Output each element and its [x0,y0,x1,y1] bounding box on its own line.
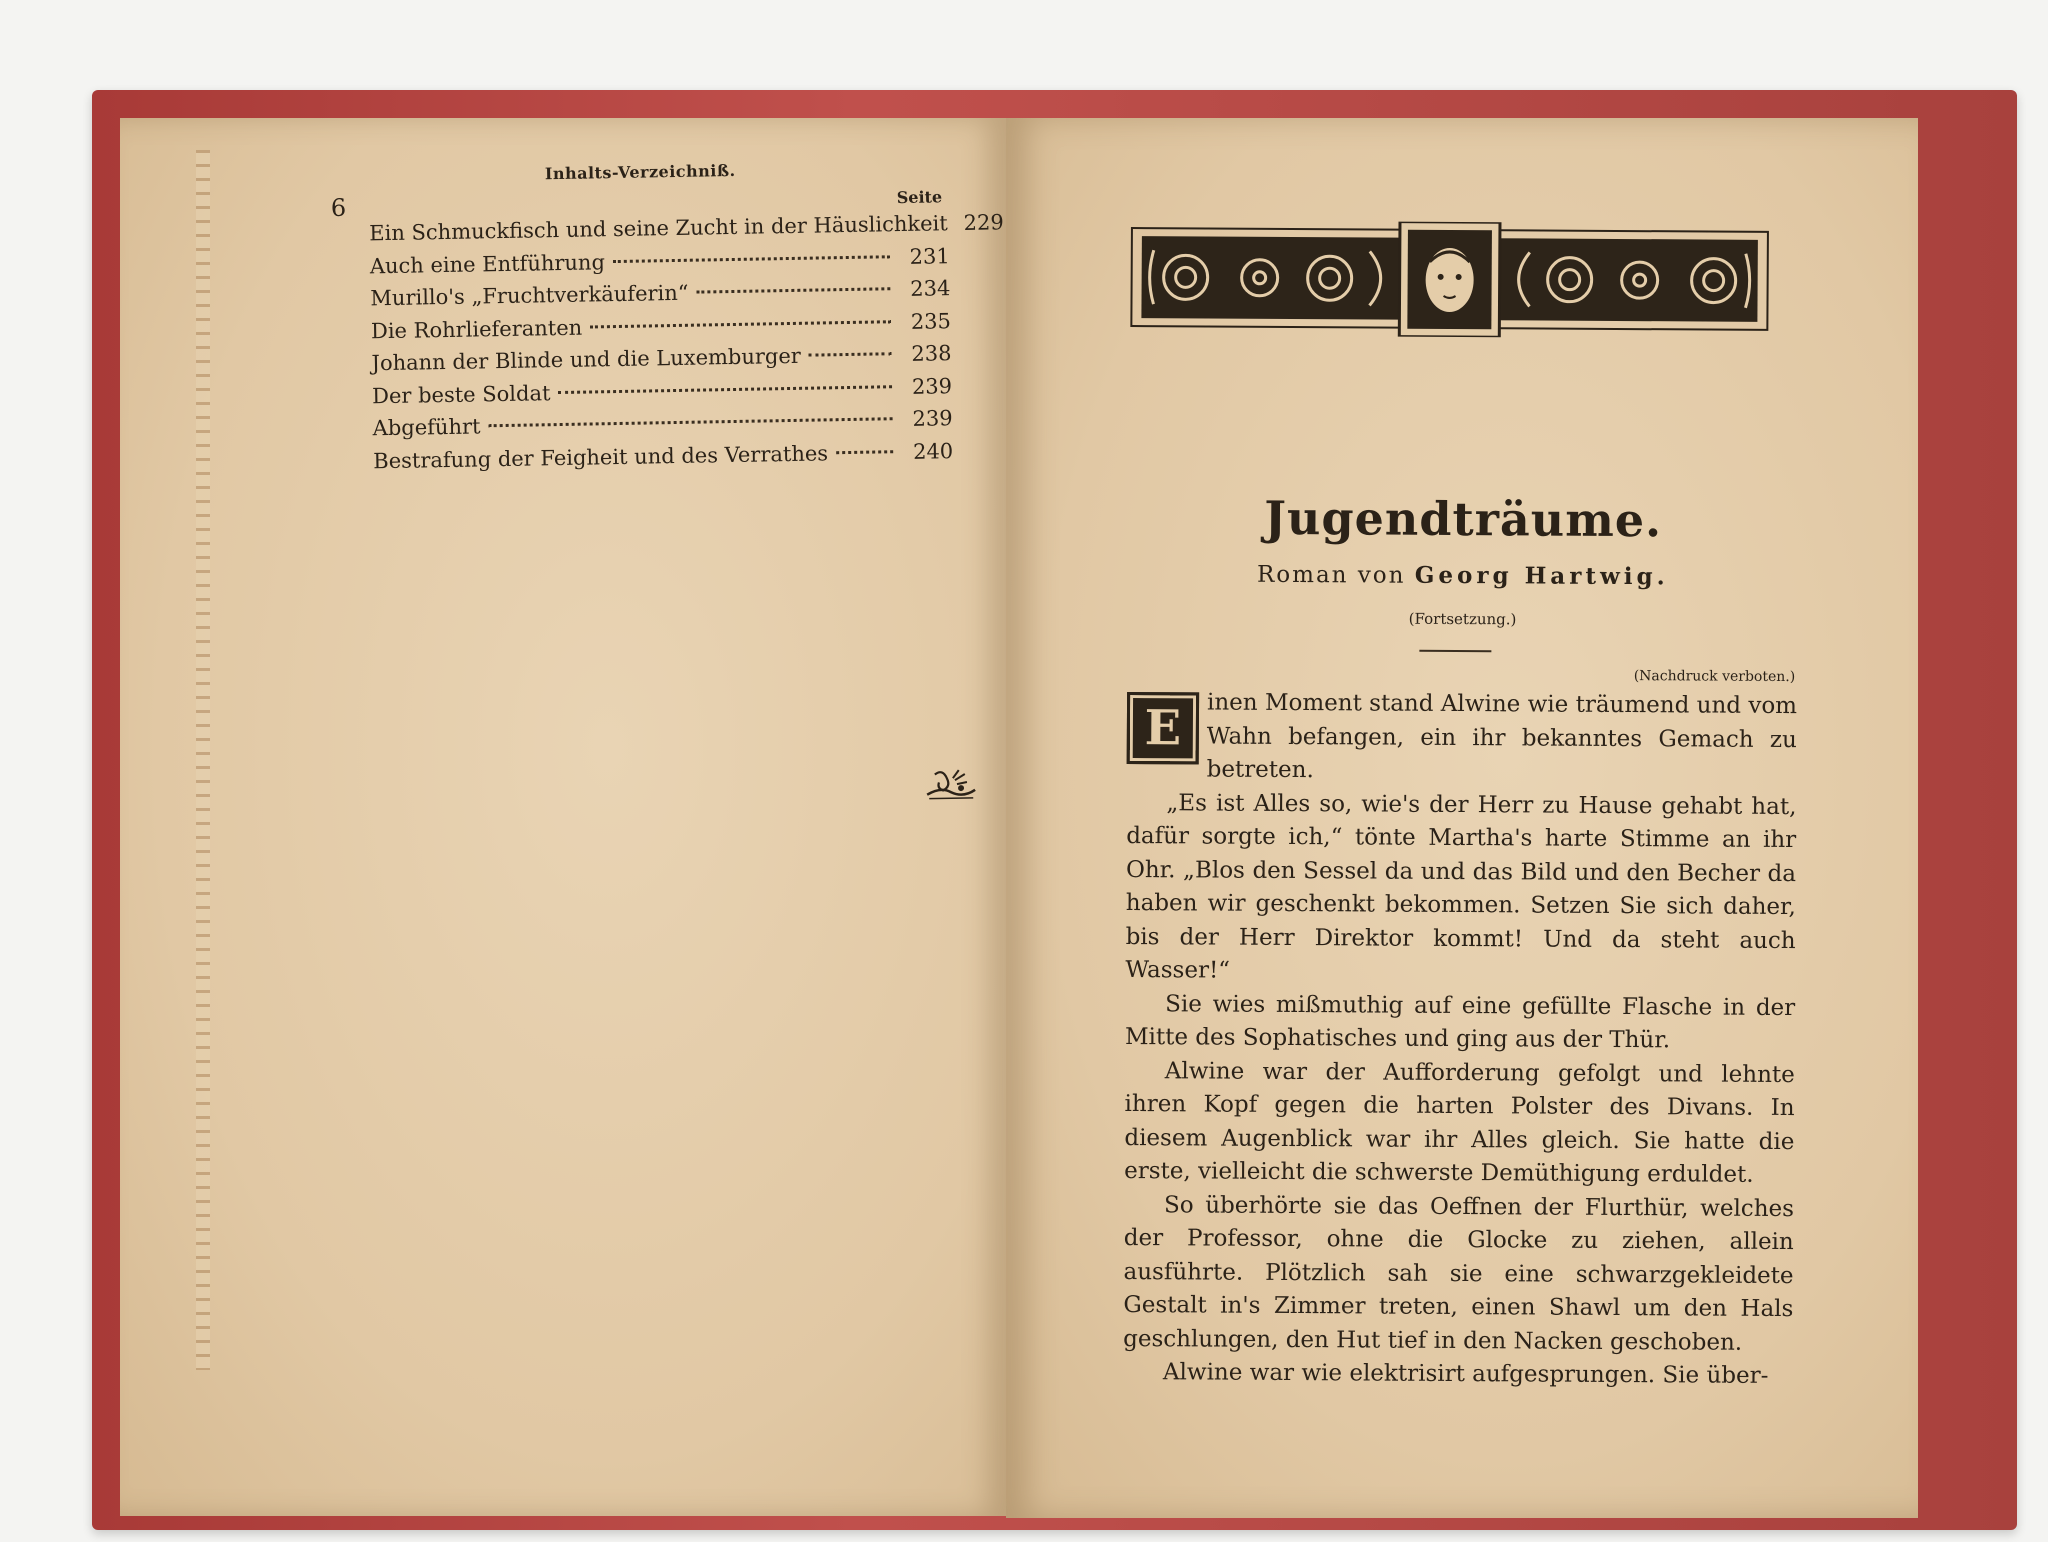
toc-leader-dots [613,255,890,263]
toc-leader-dots [558,385,892,394]
toc-entry-page: 238 [911,341,952,366]
toc-entry-page: 234 [910,276,951,301]
drop-cap: E [1127,692,1199,764]
toc-entry-page: 239 [911,373,953,399]
page-edges [196,150,210,1370]
toc-entry-title: Ein Schmuckfisch und seine Zucht in der Häuslichkeit [369,211,948,246]
title-rule [1419,650,1491,652]
paragraph-text: inen Moment stand Alwine wie träumend und vom Wahn befangen, ein ihr bekanntes Gemach zu betreten. [1206,689,1798,784]
toc-entry-page: 239 [912,406,953,431]
toc-leader-dots [590,320,891,328]
body-text [1123,686,1797,1394]
paragraph: „Es ist Alles so, wie's der Herr zu Hause gehabt hat, dafür sorgte ich,“ tönte Martha's harte Stimme an ihr Ohr. „Blos den Sessel da und das Bild und den Becher da haben wir geschenkt bekommen. Setzen Sie sich daher, bis der Herr Direktor kommt! Und da steht auch Wasser!“ [1125,789,1797,984]
paragraph [1127,686,1798,791]
toc-entry-page: 235 [910,308,952,334]
paragraph: Alwine war der Aufforderung gefolgt und lehnte ihren Kopf gegen die harten Polster des Divans. In diesem Augenblick war ihr Alles gleich. Sie hatte die erste, vielleicht die schwerste Demüthigung erduldet. [1124,1057,1795,1188]
toc-heading: Inhalts-Verzeichniß. [544,160,736,184]
author-name: Georg Hartwig. [1414,561,1669,591]
toc-entry-page: 240 [912,438,954,464]
toc-list [369,210,1004,481]
page-number: 6 [330,193,347,222]
toc-leader-dots [836,450,893,454]
toc-entry-title: Der beste Soldat [371,380,551,408]
page-column-header: Seite [896,187,943,208]
toc-entry-title: Die Rohrlieferanten [370,315,583,343]
toc-entry-page: 231 [909,243,950,269]
vignette-icon [921,764,982,805]
toc-entry-title: Auch eine Entführung [369,249,606,278]
paragraph: Alwine war wie elektrisirt aufgesprungen. Sie über- [1162,1359,1769,1389]
toc-leader-dots [488,417,892,427]
toc-entry-page: 229 [963,210,1004,235]
chapter-title: Jugendträume. [1264,490,1663,548]
toc-entry-title: Bestrafung der Feigheit und des Verrathes [373,440,829,473]
paragraph: Sie wies mißmuthig auf eine gefüllte Flasche in der Mitte des Sophatisches und ging aus der Thür. [1124,990,1796,1054]
toc-entry-title: Johann der Blinde und die Luxemburger [371,343,802,376]
paragraph: So überhörte sie das Oeffnen der Flurthür, welches der Professor, ohne die Glocke zu ziehen, allein ausführte. Plötzlich sah sie eine schwarzgekleidete Gestalt in's Zimmer treten, einen Shawl um den Hals geschlungen, den Hut tief in den Nacken geschoben. [1123,1191,1795,1356]
copyright-note: (Nachdruck verboten.) [1633,668,1796,686]
toc-leader-dots [696,287,890,293]
byline [1128,560,1798,591]
ornament-headpiece-icon [1129,220,1770,339]
toc-entry-title: Abgeführt [372,414,481,441]
toc-entry-title: Murillo's „Fruchtverkäuferin“ [370,280,689,311]
continued-note: (Fortsetzung.) [1408,609,1517,629]
toc-leader-dots [809,352,892,356]
byline-prefix: Roman von [1256,561,1406,589]
